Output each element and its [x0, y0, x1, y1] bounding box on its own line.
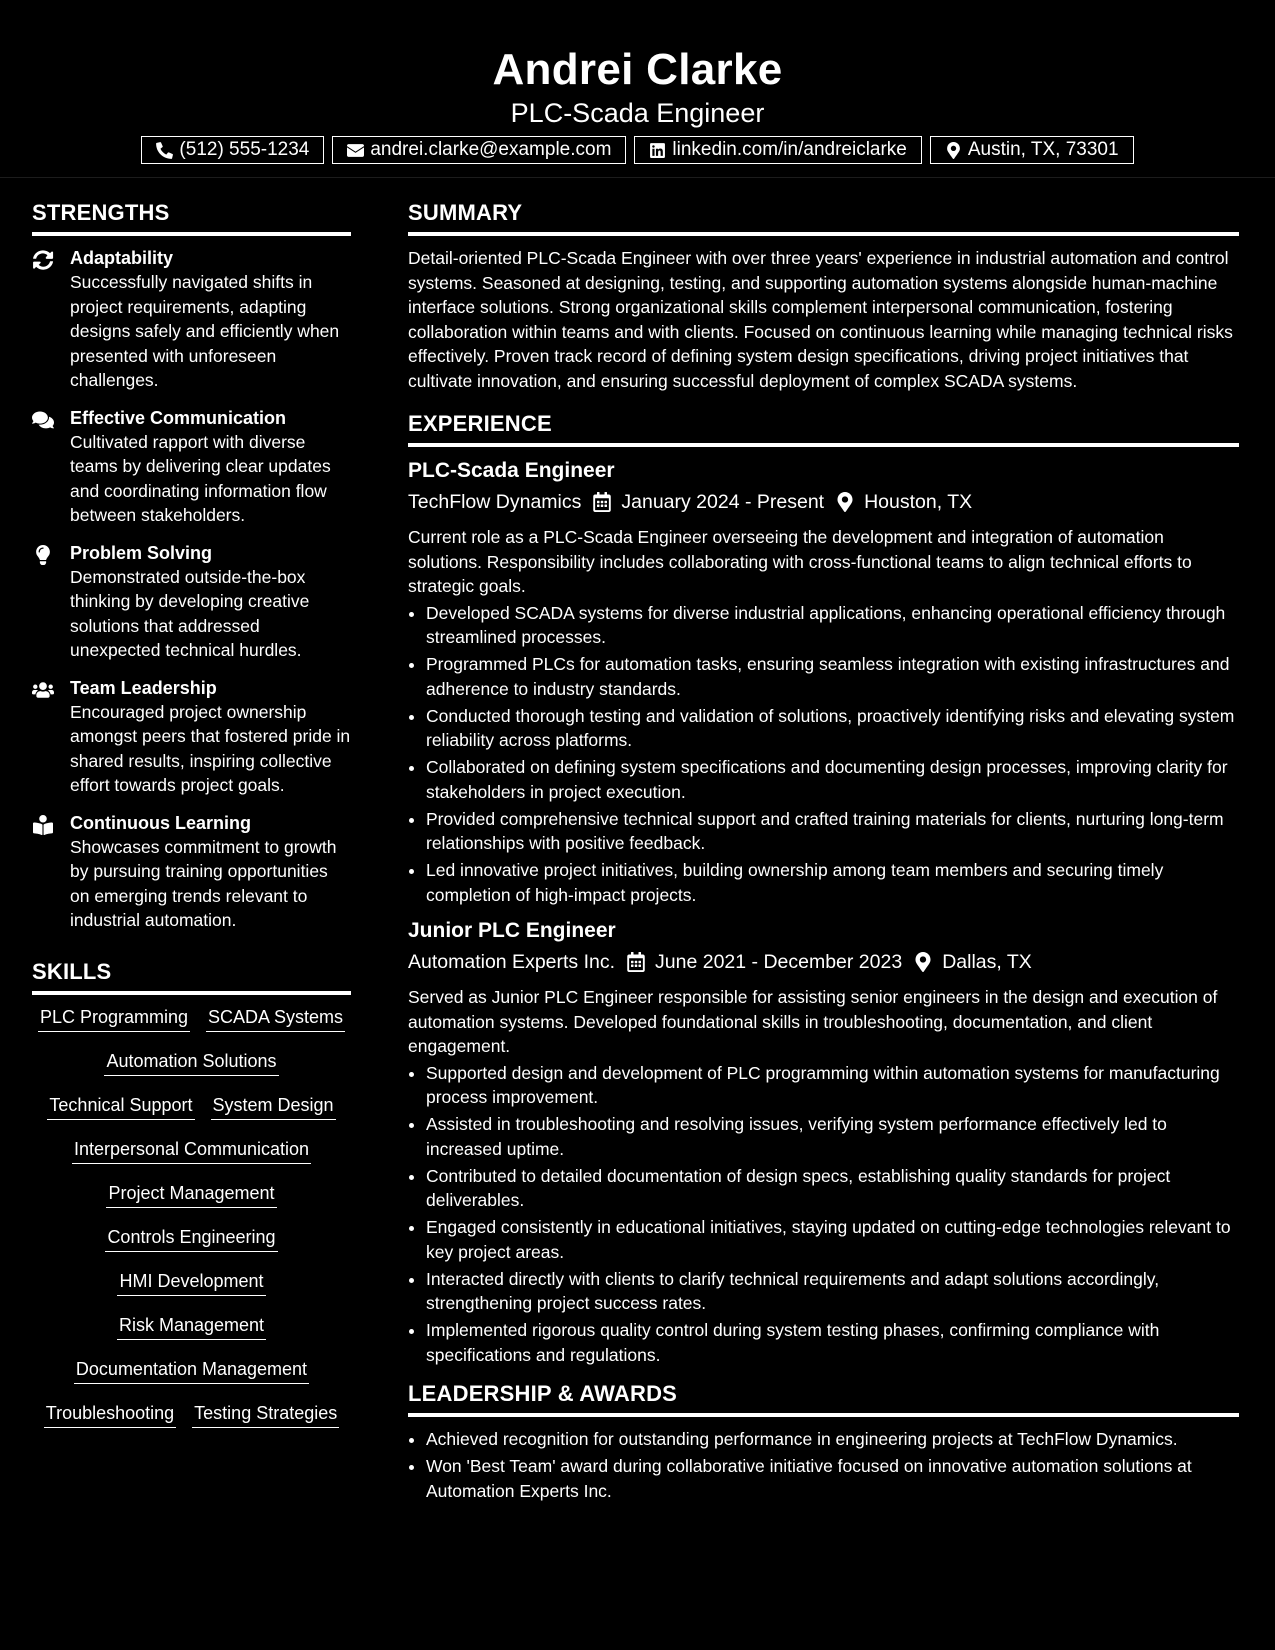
job-location: Houston, TX: [864, 491, 973, 513]
job-bullet: • Led innovative project initiatives, building ownership among team members and securing timely completion of high-impact projects.: [426, 858, 1239, 907]
users-icon: [32, 680, 54, 700]
job-description: Served as Junior PLC Engineer responsible for assisting senior engineers in the design and execution of automation systems. Developed foundational skills in troubleshooting, documentation, and client engagement.: [408, 987, 1218, 1056]
job-bullet: • Assisted in troubleshooting and resolving issues, verifying system performance effectively led to increased uptime.: [426, 1112, 1239, 1161]
skill-tag: Risk Management: [117, 1313, 266, 1340]
refresh-icon: [32, 250, 54, 270]
strength-desc: Encouraged project ownership amongst peers that fostered pride in shared results, inspiring collective effort towards project goals.: [70, 701, 351, 795]
contact-linkedin[interactable]: [634, 136, 921, 164]
strength-name: Continuous Learning: [70, 812, 251, 833]
job-meta: [408, 947, 1239, 977]
calendar-icon: [593, 492, 611, 512]
skill-tag: Testing Strategies: [192, 1401, 339, 1428]
skill-tag: Project Management: [106, 1181, 276, 1208]
job-dates: June 2021 - December 2023: [655, 951, 903, 973]
job-bullet: • Contributed to detailed documentation of design specs, establishing quality standards for project deliverables.: [426, 1164, 1239, 1213]
job-entry: [408, 917, 1239, 1367]
skills-list: [32, 1005, 351, 1445]
strength-item: [32, 811, 351, 933]
skill-tag: HMI Development: [117, 1269, 265, 1296]
skill-tag: Interpersonal Communication: [72, 1137, 311, 1164]
skill-tag: Troubleshooting: [44, 1401, 176, 1428]
strength-desc: Cultivated rapport with diverse teams by delivering clear updates and coordinating information flow between stakeholders.: [70, 431, 331, 525]
envelope-icon: [347, 142, 364, 159]
job-location: Dallas, TX: [942, 951, 1032, 973]
strength-desc: Showcases commitment to growth by pursuing training opportunities on emerging trends relevant to industrial automation.: [70, 836, 337, 930]
job-meta: [408, 487, 1239, 517]
awards-list: [408, 1427, 1239, 1503]
candidate-name: Andrei Clarke: [492, 45, 783, 94]
strength-name: Effective Communication: [70, 407, 287, 428]
job-company: Automation Experts Inc.: [408, 951, 616, 973]
chat-icon: [32, 410, 54, 430]
skill-tag: PLC Programming: [38, 1005, 190, 1032]
skill-tag: Controls Engineering: [105, 1225, 277, 1252]
strength-item: [32, 406, 351, 528]
summary-heading: SUMMARY: [408, 196, 1239, 236]
strength-desc: Successfully navigated shifts in project requirements, adapting designs safely and efficiently when presented with unforeseen challenges.: [70, 272, 340, 390]
skill-tag: Technical Support: [47, 1093, 194, 1120]
awards-heading: LEADERSHIP & AWARDS: [408, 1377, 1239, 1417]
contact-bar: [0, 136, 1275, 164]
job-bullets: [408, 601, 1239, 908]
job-bullet: • Programmed PLCs for automation tasks, ensuring seamless integration with existing infrastructures and adherence to industry standards.: [426, 652, 1239, 701]
job-description: Current role as a PLC-Scada Engineer overseeing the development and integration of automation solutions. Responsibility includes collaborating with cross-functional teams to align technical efforts to strategic goals.: [408, 527, 1192, 596]
job-bullet: • Supported design and development of PLC programming within automation systems for manufacturing process improvement.: [426, 1061, 1239, 1110]
skills-heading: SKILLS: [32, 955, 351, 995]
summary-text: Detail-oriented PLC-Scada Engineer with over three years' experience in industrial automation and control systems. Seasoned at designing, testing, and supporting automation systems alongside human-machine interface solutions. Strong organizational skills complement interpersonal communication, fostering collaboration within teams and with clients. Focused on continuous learning while managing technical risks effectively. Proven track record of defining system design specifications, driving project initiatives that cultivate innovation, and ensuring successful deployment of complex SCADA systems.: [408, 248, 1233, 391]
job-bullet: • Conducted thorough testing and validation of solutions, proactively identifying risks and elevating system reliability across platforms.: [426, 704, 1239, 753]
calendar-icon: [627, 952, 645, 972]
contact-linkedin-text: linkedin.com/in/andreiclarke: [672, 139, 907, 160]
job-bullets: [408, 1061, 1239, 1368]
strength-name: Team Leadership: [70, 677, 217, 698]
job-bullet: • Collaborated on defining system specifications and documenting design processes, improving clarity for stakeholders in project execution.: [426, 755, 1239, 804]
skill-tag: SCADA Systems: [206, 1005, 345, 1032]
job-entry: [408, 457, 1239, 907]
job-bullet: • Provided comprehensive technical support and crafted training materials for clients, nurturing long-term relationships with positive feedback.: [426, 807, 1239, 856]
skill-tag: System Design: [211, 1093, 336, 1120]
right-column: [408, 196, 1239, 1506]
job-bullet: • Developed SCADA systems for diverse industrial applications, enhancing operational efficiency through streamlined processes.: [426, 601, 1239, 650]
award-item: • Achieved recognition for outstanding performance in engineering projects at TechFlow Dynamics.: [426, 1427, 1239, 1452]
contact-email-text: andrei.clarke@example.com: [370, 139, 612, 160]
strength-item: [32, 541, 351, 663]
left-column: [32, 196, 351, 1445]
job-bullet: • Interacted directly with clients to clarify technical requirements and adapt solutions accordingly, strengthening project success rates.: [426, 1267, 1239, 1316]
strength-item: [32, 676, 351, 798]
linkedin-icon: [649, 142, 666, 159]
contact-email[interactable]: [332, 136, 626, 164]
lightbulb-icon: [32, 545, 54, 565]
book-reader-icon: [32, 815, 54, 835]
phone-icon: [156, 142, 173, 159]
skill-tag: Automation Solutions: [104, 1049, 278, 1076]
map-pin-icon: [914, 952, 932, 972]
map-pin-icon: [836, 492, 854, 512]
contact-phone-text: (512) 555-1234: [179, 139, 310, 160]
resume-header: [0, 0, 1275, 178]
strengths-heading: STRENGTHS: [32, 196, 351, 236]
contact-phone[interactable]: [141, 136, 324, 164]
job-title: Junior PLC Engineer: [408, 919, 616, 942]
strength-name: Adaptability: [70, 248, 174, 268]
skill-tag: Documentation Management: [74, 1357, 309, 1384]
job-dates: January 2024 - Present: [621, 491, 825, 513]
candidate-title: PLC-Scada Engineer: [510, 98, 765, 128]
strength-item: [32, 246, 351, 393]
strength-name: Problem Solving: [70, 542, 213, 563]
experience-heading: EXPERIENCE: [408, 407, 1239, 447]
contact-location-text: Austin, TX, 73301: [967, 139, 1119, 160]
job-bullet: • Implemented rigorous quality control during system testing phases, confirming compliance with specifications and regulations.: [426, 1318, 1239, 1367]
contact-location: [930, 136, 1134, 164]
award-item: • Won 'Best Team' award during collaborative initiative focused on innovative automation solutions at Automation Experts Inc.: [426, 1454, 1239, 1503]
map-pin-icon: [945, 142, 962, 159]
strength-desc: Demonstrated outside-the-box thinking by developing creative solutions that addressed unexpected technical hurdles.: [70, 566, 310, 660]
job-bullet: • Engaged consistently in educational initiatives, staying updated on cutting-edge technologies relevant to key project areas.: [426, 1215, 1239, 1264]
job-title: PLC-Scada Engineer: [408, 459, 615, 482]
job-company: TechFlow Dynamics: [408, 491, 582, 513]
